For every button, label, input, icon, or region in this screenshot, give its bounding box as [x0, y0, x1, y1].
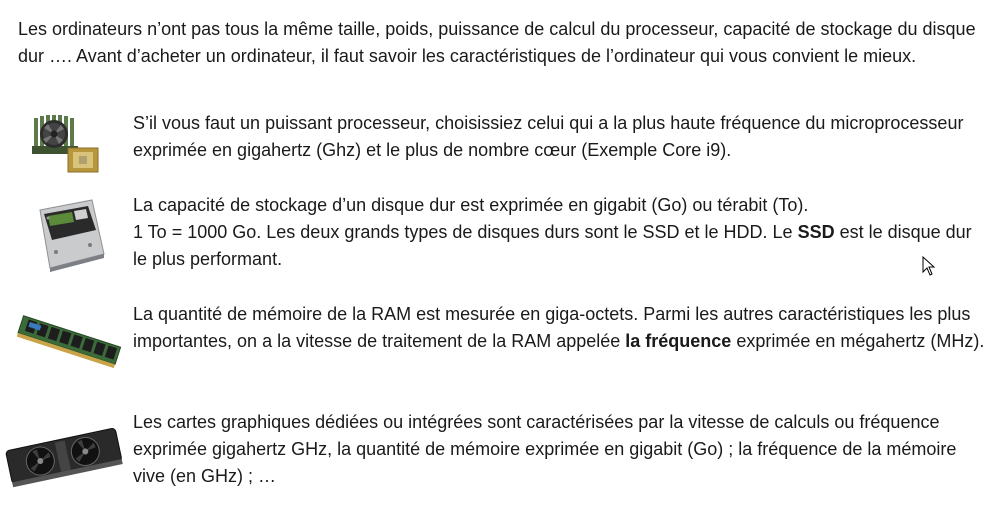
intro-paragraph: Les ordinateurs n’ont pas tous la même taille, poids, puissance de calcul du processeur, capacité de stockage du disque dur …. Avant d’acheter un ordinateur, il faut savoir les caractéristiques de l’ordinateur qui vous convient le mieux. [18, 19, 976, 66]
item-text-graphics-card [133, 409, 985, 490]
mouse-cursor-icon [922, 256, 936, 276]
text-segment-bold: SSD [797, 222, 835, 242]
text-segment: exprimée en mégahertz (MHz). [731, 331, 985, 351]
item-text-hard-disk [133, 192, 985, 273]
ram-module-icon [14, 305, 124, 377]
text-segment: 1 To = 1000 Go. Les deux grands types de disques durs sont le SSD et le HDD. Le [133, 222, 798, 242]
text-segment: Les cartes graphiques dédiées ou intégrées sont caractérisées par la vitesse de calculs ou fréquence exprimée gigahertz GHz, la quantité de mémoire exprimée en gigabit (Go) ; la fréquence de la mémoire vive (en GHz) ; … [133, 412, 957, 486]
processor-icon [28, 112, 108, 176]
text-segment-bold: la fréquence [625, 331, 732, 351]
graphics-card-icon [2, 417, 126, 497]
text-segment: La capacité de stockage d’un disque dur est exprimée en gigabit (Go) ou térabit (To). [133, 195, 809, 215]
text-segment: La quantité de mémoire de la RAM est mesurée en giga-octets. Parmi les autres caractéristiques les plus importantes, on a la vitesse de traitement de la RAM appelée [133, 304, 971, 351]
item-text-ram [133, 301, 985, 355]
text-segment: est le disque dur le plus performant. [133, 222, 972, 269]
text-segment: S’il vous faut un puissant processeur, choisissiez celui qui a la plus haute fréquence du microprocesseur exprimée en gigahertz (Ghz) et le plus de nombre cœur (Exemple Core i9). [133, 113, 964, 160]
item-text-processor [133, 110, 985, 164]
hard-disk-icon [30, 196, 108, 272]
